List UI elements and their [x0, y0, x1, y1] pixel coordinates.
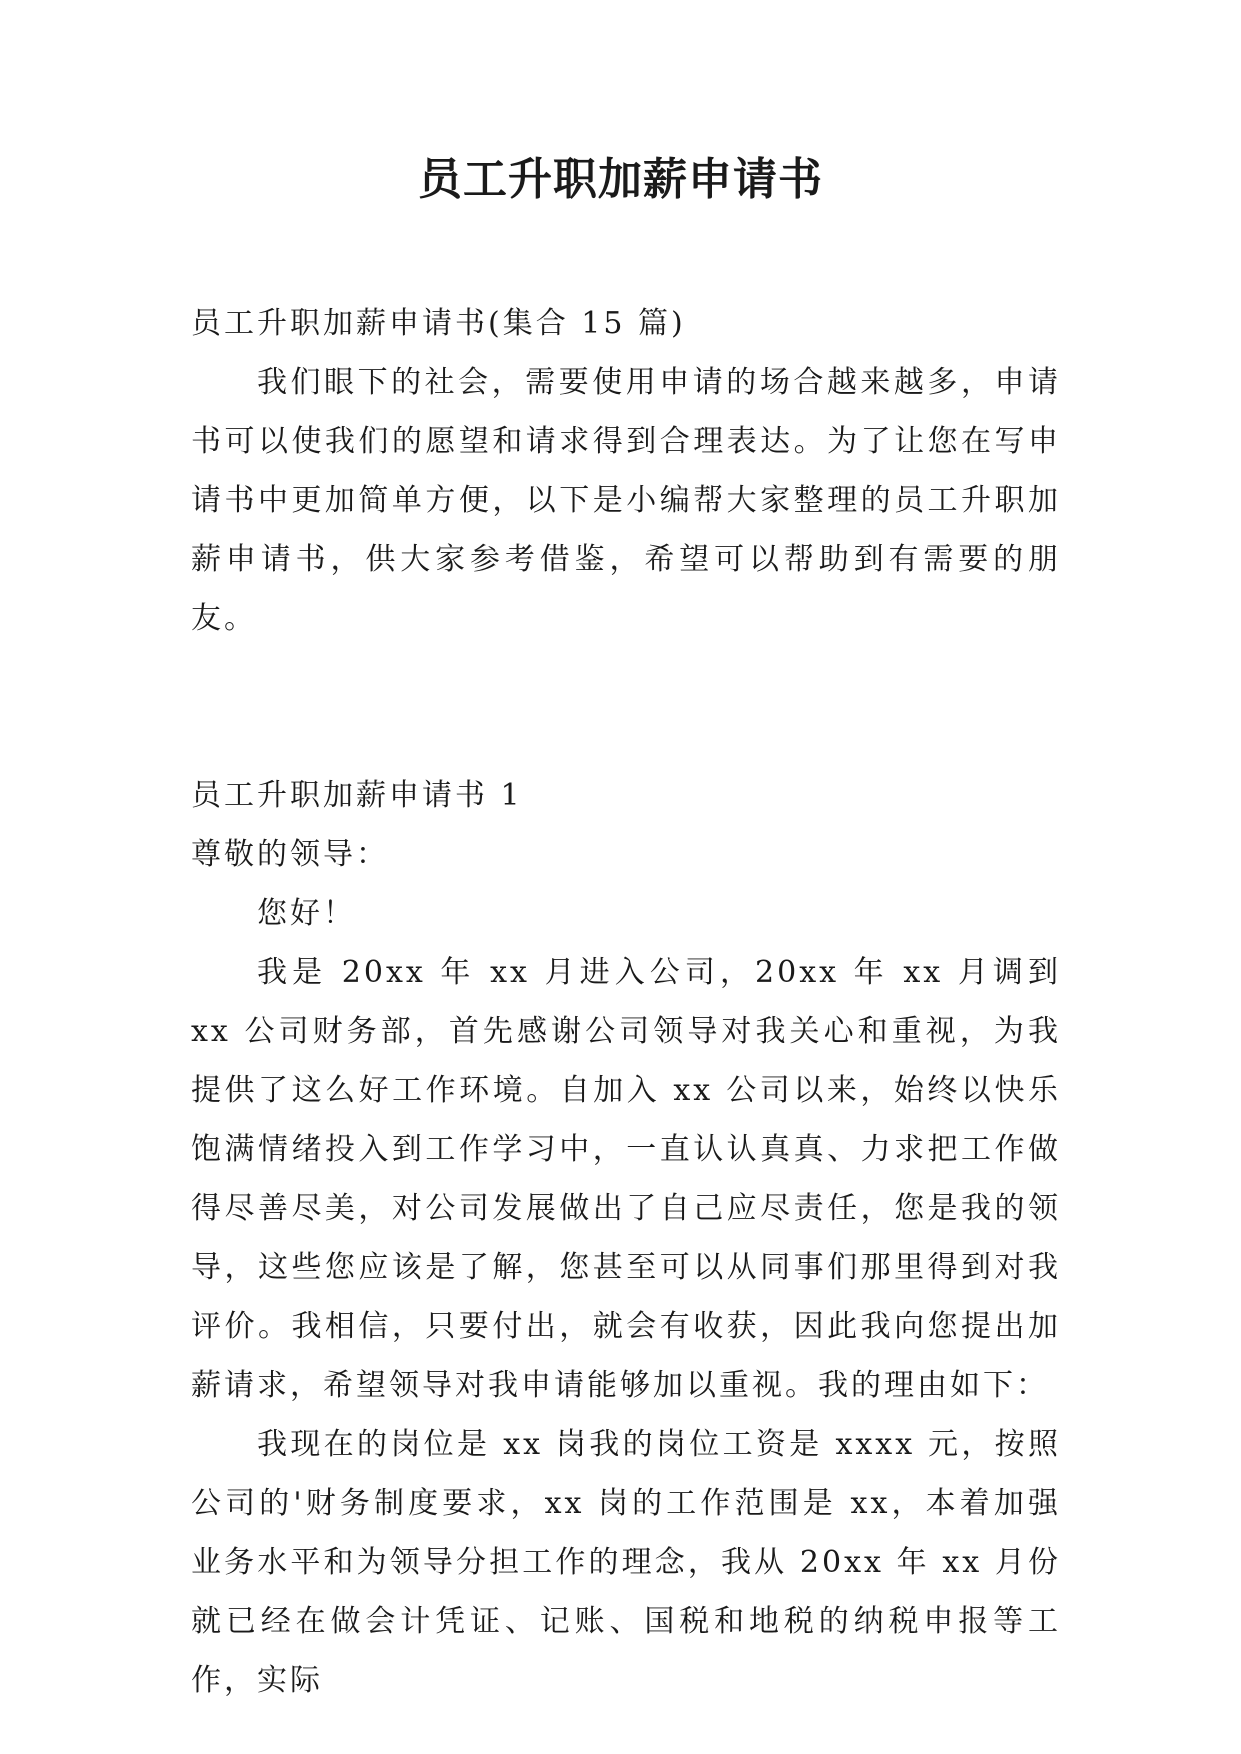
section-spacer	[191, 648, 1061, 766]
document-title: 员工升职加薪申请书	[418, 154, 823, 205]
document-body	[191, 294, 1061, 1710]
greeting: 您好！	[257, 896, 356, 931]
document-subtitle: 员工升职加薪申请书(集合 15 篇)	[191, 306, 686, 341]
section-heading: 员工升职加薪申请书 1	[191, 778, 523, 813]
body-paragraph-2: 我现在的岗位是 xx 岗我的岗位工资是 xxxx 元，按照公司的'财务制度要求，xx 岗的工作范围是 xx，本着加强业务水平和为领导分担工作的理念，我从 20xx 年 xx 月份就已经在做会计凭证、记账、国税和地税的纳税申报等工作，实际	[191, 1427, 1061, 1698]
salutation: 尊敬的领导：	[191, 837, 389, 872]
body-paragraph-1: 我是 20xx 年 xx 月进入公司，20xx 年 xx 月调到 xx 公司财务部，首先感谢公司领导对我关心和重视，为我提供了这么好工作环境。自加入 xx 公司以来，始终以快乐饱满情绪投入到工作学习中，一直认认真真、力求把工作做得尽善尽美，对公司发展做出了自己应尽责任，您是我的领导，这些您应该是了解，您甚至可以从同事们那里得到对我评价。我相信，只要付出，就会有收获，因此我向您提出加薪请求，希望领导对我申请能够加以重视。我的理由如下：	[191, 955, 1061, 1403]
intro-paragraph: 我们眼下的社会，需要使用申请的场合越来越多，申请书可以使我们的愿望和请求得到合理表达。为了让您在写申请书中更加简单方便，以下是小编帮大家整理的员工升职加薪申请书，供大家参考借鉴，希望可以帮助到有需要的朋友。	[191, 365, 1061, 636]
